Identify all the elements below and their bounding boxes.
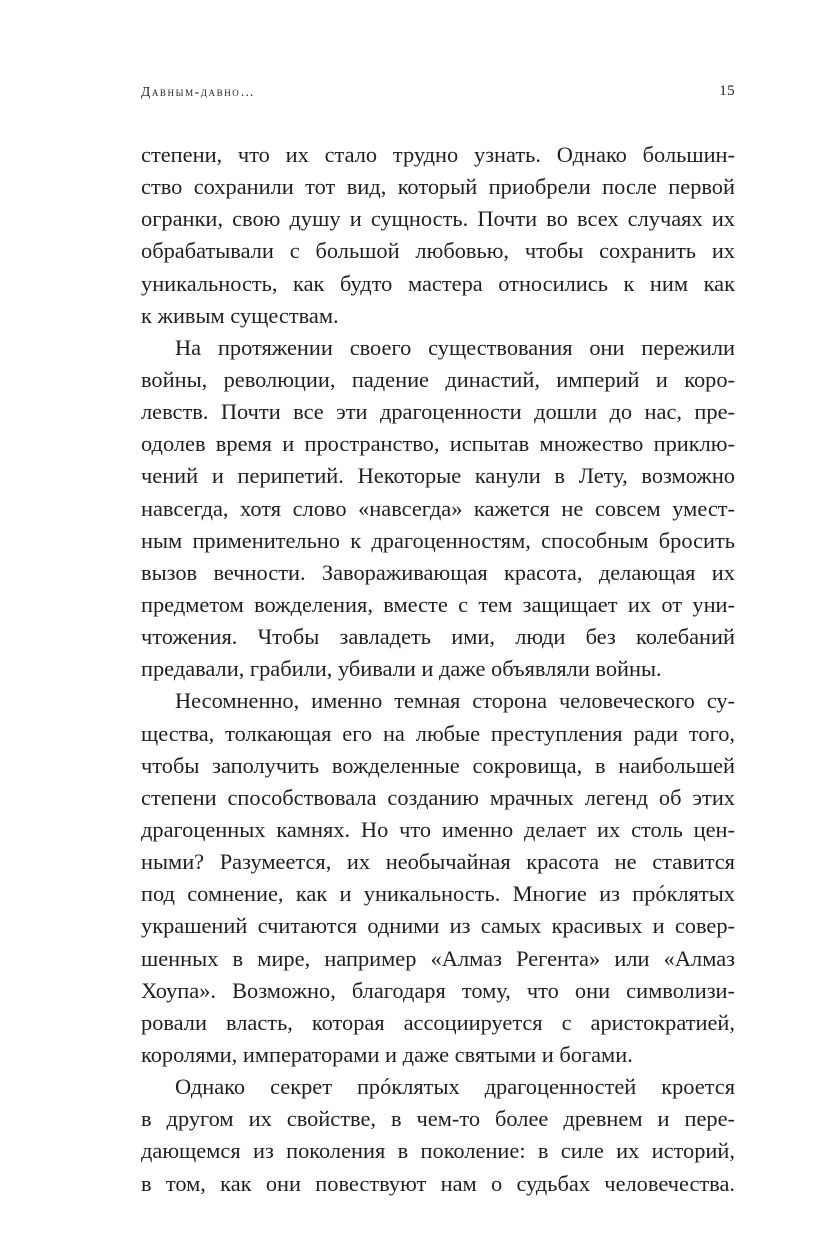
text-line: навсегда, хотя слово «навсегда» кажется не совсем умест- (141, 495, 735, 521)
text-line: в другом их свойстве, в чем-то более древнем и пере- (141, 1106, 735, 1132)
text-line: украшений считаются одними из самых красивых и совер- (141, 913, 735, 939)
text-line: степени, что их стало трудно узнать. Однако большин- (141, 142, 735, 167)
text-line: огранки, свою душу и сущность. Почти во всех случаях их (141, 206, 735, 232)
text-line: под сомнение, как и уникальность. Многие из прóклятых (141, 881, 735, 907)
running-title: Давным-давно… (141, 84, 256, 99)
body-text (141, 139, 735, 1200)
page-number: 15 (719, 83, 735, 99)
text-line: ровали власть, которая ассоциируется с аристократией, (141, 1009, 735, 1035)
text-line: ными? Разумеется, их необычайная красота не ставится (141, 849, 735, 875)
text-line: дающемся из поколения в поколение: в силе их историй, (141, 1138, 735, 1164)
text-line: щества, толкающая его на любые преступления ради того, (141, 720, 735, 746)
text-line: королями, императорами и даже святыми и богами. (141, 1041, 633, 1067)
text-line: к живым существам. (141, 302, 339, 328)
text-line: степени способствовала созданию мрачных легенд об этих (141, 784, 735, 810)
running-head (141, 84, 735, 108)
text-line: предавали, грабили, убивали и даже объявляли войны. (141, 656, 662, 682)
text-line: Однако секрет прóклятых драгоценностей кроется (175, 1074, 735, 1100)
text-line: драгоценных камнях. Но что именно делает их столь цен- (141, 816, 735, 842)
text-line: чтожения. Чтобы завладеть ими, люди без колебаний (141, 624, 735, 650)
text-line: чений и перипетий. Некоторые канули в Лету, возможно (141, 463, 735, 489)
text-line: ство сохранили тот вид, который приобрели после первой (141, 174, 735, 200)
text-line: предметом вожделения, вместе с тем защищает их от уни- (141, 591, 735, 617)
text-line: вызов вечности. Завораживающая красота, делающая их (141, 559, 735, 585)
text-line: в том, как они повествуют нам о судьбах человечества. (141, 1170, 735, 1196)
text-line: уникальность, как будто мастера относились к ним как (141, 270, 735, 296)
text-line: одолев время и пространство, испытав множество приклю- (141, 431, 735, 457)
text-line: Несомненно, именно темная сторона человеческого су- (175, 688, 735, 714)
text-line: шенных в мире, например «Алмаз Регента» или «Алмаз (141, 945, 735, 971)
text-line: На протяжении своего существования они пережили (175, 334, 735, 360)
text-line: левств. Почти все эти драгоценности дошли до нас, пре- (141, 399, 735, 425)
text-line: Хоупа». Возможно, благодаря тому, что они символизи- (141, 977, 735, 1003)
text-line: войны, революции, падение династий, империй и коро- (141, 366, 735, 392)
text-line: обрабатывали с большой любовью, чтобы сохранить их (141, 238, 735, 264)
text-line: чтобы заполучить вожделенные сокровища, в наибольшей (141, 752, 735, 778)
text-line: ным применительно к драгоценностям, способным бросить (141, 527, 735, 553)
